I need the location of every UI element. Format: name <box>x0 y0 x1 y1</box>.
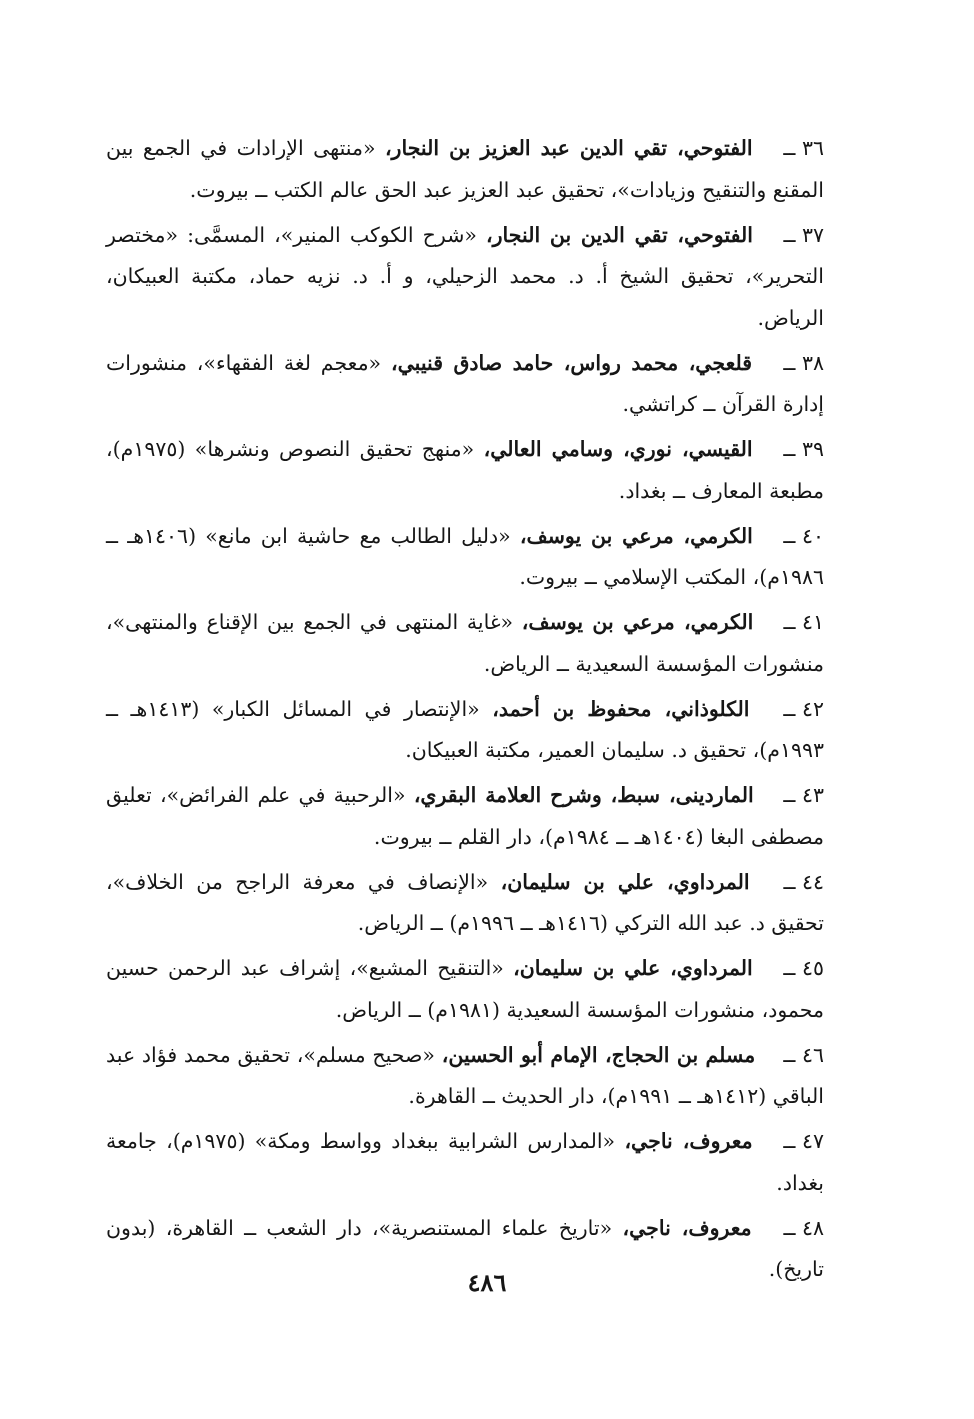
entry-number: ٤٦ ــ <box>783 1042 824 1067</box>
entry-details: «صحيح مسلم»، تحقيق محمد فؤاد عبد الباقي (١٤١٢هـ ــ ١٩٩١م)، دار الحديث ــ القاهرة. <box>106 1042 824 1108</box>
bibliography-entry <box>106 862 824 945</box>
entry-details: «معجم لغة الفقهاء»، منشورات إدارة القرآن ــ كراتشي. <box>106 350 824 416</box>
entry-details: «الإنصاف في معرفة الراجح من الخلاف»، تحقيق د. عبد الله التركي (١٤١٦هـ ــ ١٩٩٦م) ــ الرياض. <box>106 869 824 935</box>
entry-details: «الرحبية في علم الفرائض»، تعليق مصطفى البغا (١٤٠٤هـ ــ ١٩٨٤م)، دار القلم ــ بيروت. <box>106 783 824 849</box>
entry-author: الفتوحي، تقي الدين عبد العزيز بن النجار، <box>384 136 753 160</box>
entry-author: معروف، ناجي، <box>622 1215 752 1240</box>
entry-number: ٣٦ ــ <box>783 136 824 160</box>
bibliography-entry <box>106 602 824 685</box>
entry-number: ٣٨ ــ <box>783 350 824 375</box>
bibliography-entry <box>106 948 824 1031</box>
entry-author: الكرمي، مرعي بن يوسف، <box>519 523 753 548</box>
entry-details: «الإنتصار في المسائل الكبار» (١٤١٣هـ ــ ١٩٩٣م)، تحقيق د. سليمان العمير، مكتبة العبيكان. <box>106 696 824 762</box>
entry-number: ٣٩ ــ <box>783 437 824 461</box>
bibliography-list <box>106 128 824 1294</box>
entry-author: الكرمي، مرعي بن يوسف، <box>521 610 754 634</box>
entry-author: الفتوحي، تقي الدين بن النجار، <box>486 222 753 247</box>
entry-author: مسلم بن الحجاج، الإمام أبو الحسين، <box>441 1042 756 1067</box>
entry-number: ٤٨ ــ <box>783 1215 824 1240</box>
entry-details: «المدارس الشرابية ببغداد وواسط ومكة» (١٩٧٥م)، جامعة بغداد. <box>106 1129 824 1195</box>
bibliography-entry <box>106 1121 824 1204</box>
entry-number: ٤٧ ــ <box>783 1129 824 1153</box>
entry-details: «التنقيح المشبع»، إشراف عبد الرحمن حسين محمود، منشورات المؤسسة السعيدية (١٩٨١م) ــ الرياض. <box>106 956 824 1022</box>
bibliography-entry <box>106 1035 824 1118</box>
entry-number: ٣٧ ــ <box>783 222 824 247</box>
entry-number: ٤٤ ــ <box>783 869 824 894</box>
page-number: ٤٨٦ <box>467 1268 507 1297</box>
entry-details: «شرح الكوكب المنير»، المسمَّى: «مختصر التحرير»، تحقيق الشيخ أ. د. محمد الزحيلي، و أ. د. نزيه حماد، مكتبة العبيكان، الرياض. <box>106 222 824 330</box>
entry-number: ٤٥ ــ <box>783 956 824 980</box>
bibliography-entry <box>106 429 824 512</box>
entry-number: ٤١ ــ <box>783 610 824 634</box>
entry-number: ٤٢ ــ <box>783 696 824 721</box>
entry-author: معروف، ناجي، <box>624 1129 753 1153</box>
entry-number: ٤٠ ــ <box>783 523 824 548</box>
entry-number: ٤٣ ــ <box>783 783 824 807</box>
entry-details: «منهج تحقيق النصوص ونشرها» (١٩٧٥م)، مطبعة المعارف ــ بغداد. <box>106 437 824 503</box>
entry-author: المرداوي، علي بن سليمان، <box>513 956 753 980</box>
bibliography-entry <box>106 516 824 599</box>
entry-details: «منتهى الإرادات في الجمع بين المقنع والتنقيح وزيادات»، تحقيق عبد العزيز عبد الحق عالم الكتب ــ بيروت. <box>106 136 824 202</box>
entry-author: الماردينى، سبط، وشرح العلامة البقري، <box>413 783 754 807</box>
bibliography-entry <box>106 215 824 340</box>
entry-author: المرداوي، علي بن سليمان، <box>500 869 750 894</box>
bibliography-entry <box>106 689 824 772</box>
entry-author: قلعجي، محمد رواس، حامد صادق قنيبي، <box>390 350 753 375</box>
bibliography-entry <box>106 343 824 426</box>
entry-author: الكلوذاني، محفوظ بن أحمد، <box>492 696 750 721</box>
entry-details: «دليل الطالب مع حاشية ابن مانع» (١٤٠٦هـ ــ ١٩٨٦م)، المكتب الإسلامي ــ بيروت. <box>106 523 824 589</box>
bibliography-entry <box>106 128 824 211</box>
entry-details: «غاية المنتهى في الجمع بين الإقناع والمنتهى»، منشورات المؤسسة السعيدية ــ الرياض. <box>106 610 824 676</box>
entry-author: القيسي، نوري، وسامي العالي، <box>483 437 753 461</box>
bibliography-entry <box>106 775 824 858</box>
entry-details: «تاريخ علماء المستنصرية»، دار الشعب ــ القاهرة، (بدون تاريخ). <box>106 1215 824 1281</box>
